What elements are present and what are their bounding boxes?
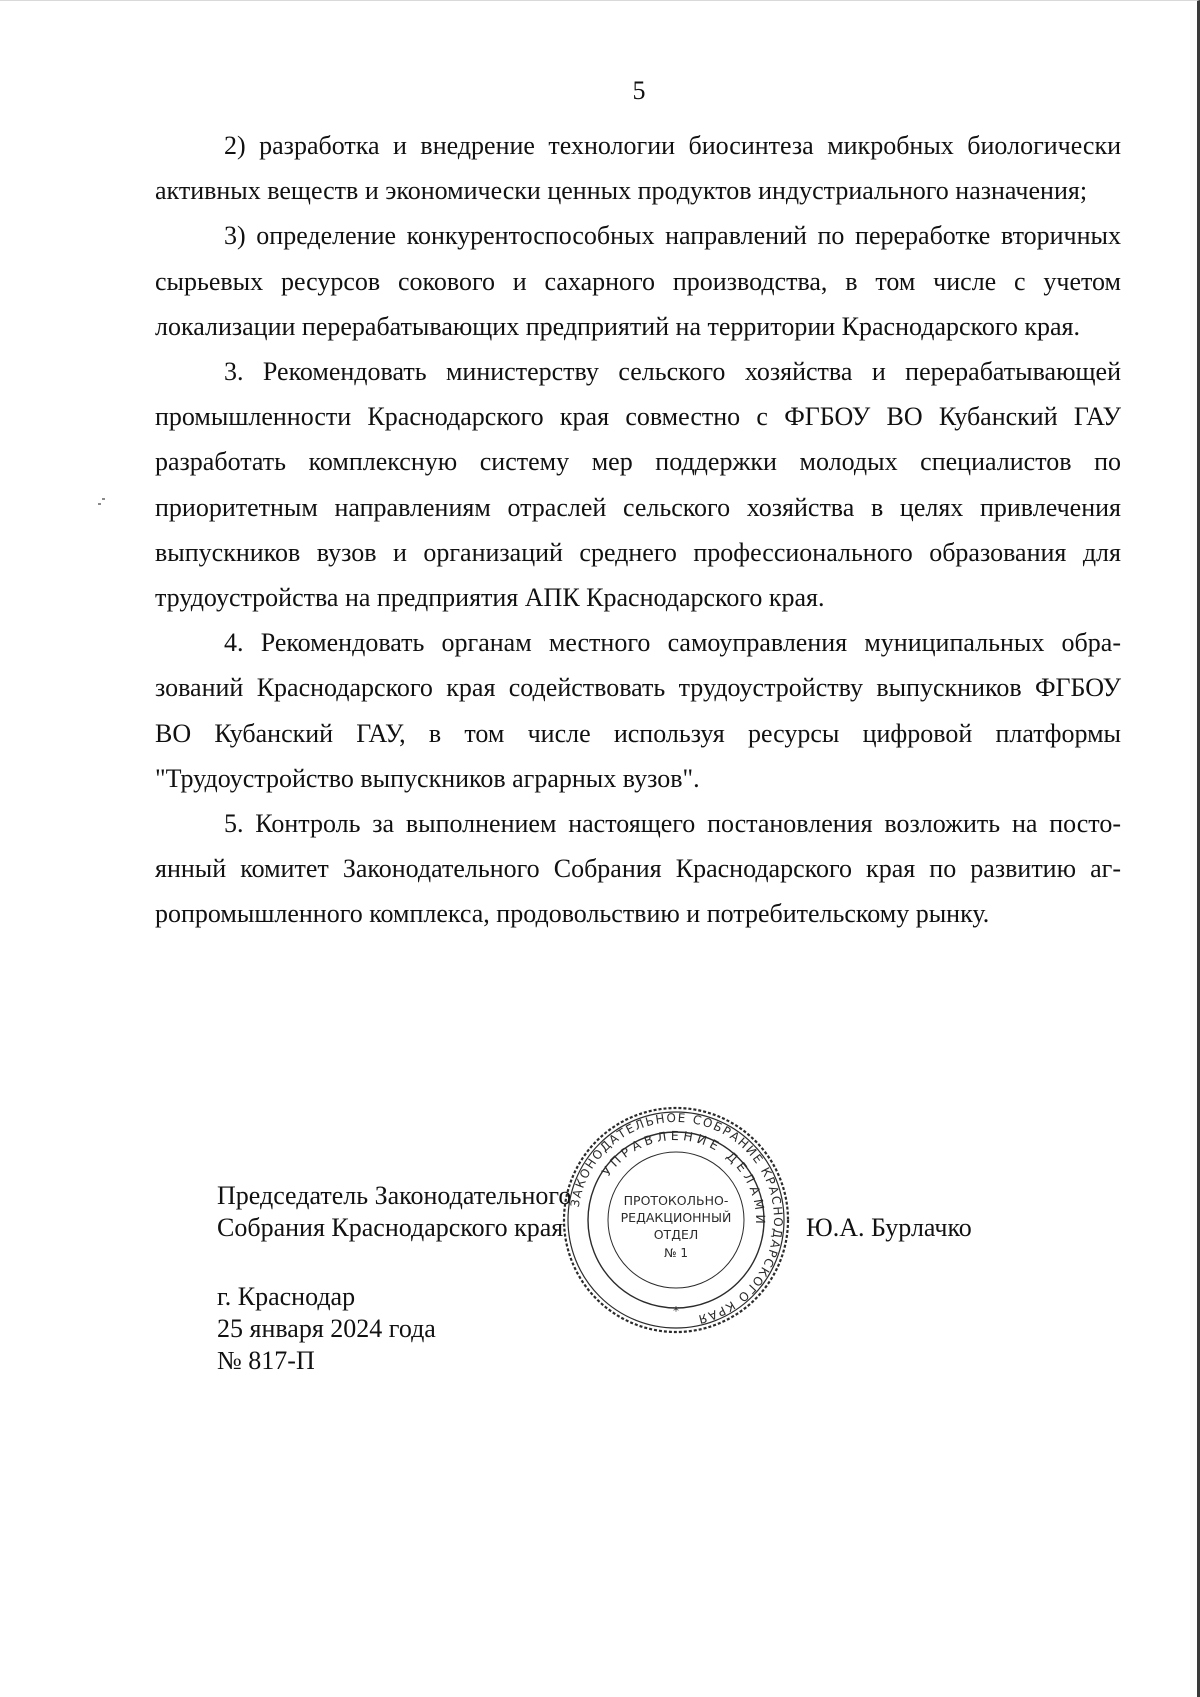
paragraph-section-4: 4. Рекомендовать органам местного самоуправления муниципальных образований Краснодарского края содействовать трудоустройству выпускников ФГБОУ ВО Кубанский ГАУ, в том числе используя ресурсы цифровой платформы "Трудоустройство выпускников аграрных вузов". bbox=[155, 628, 1121, 793]
official-seal-stamp bbox=[556, 1100, 796, 1340]
city: г. Краснодар bbox=[217, 1282, 356, 1311]
signature-title-line-1: Председатель Законодательного bbox=[217, 1181, 572, 1210]
paragraph-section-3: 3. Рекомендовать министерству сельского хозяйства и перерабатывающей промышленности Краснодарского края совместно с ФГБОУ ВО Кубанский ГАУ разработать комплексную систему мер поддержки молодых специалистов по приоритетным направлениям отраслей сельского хозяйства в целях привлечения выпускников вузов и организаций среднего профессионального образования для трудоустройства на предприятия АПК Краснодарского края. bbox=[155, 357, 1121, 613]
seal-center-line-2: РЕДАКЦИОННЫЙ bbox=[620, 1210, 732, 1225]
signature-title-line-2: Собрания Краснодарского края bbox=[217, 1213, 564, 1242]
seal-inner-ring-text: УПРАВЛЕНИЕ ДЕЛАМИ bbox=[598, 1127, 769, 1228]
seal-center-line-3: ОТДЕЛ bbox=[653, 1227, 699, 1242]
scan-speck bbox=[98, 503, 101, 505]
paragraph-section-5: 5. Контроль за выполнением настоящего постановления возложить на постоянный комитет Законодательного Собрания Краснодарского края по развитию агропромышленного комплекса, продовольствию и потребительскому рынку. bbox=[155, 809, 1121, 929]
seal-outer-ring-text: ЗАКОНОДАТЕЛЬНОЕ СОБРАНИЕ КРАСНОДАРСКОГО КРАЯ bbox=[567, 1110, 786, 1327]
signature-title bbox=[217, 1180, 571, 1244]
seal-star-glyph: * bbox=[673, 1304, 679, 1318]
seal-icon bbox=[556, 1100, 796, 1340]
document-date: 25 января 2024 года bbox=[217, 1314, 436, 1343]
scan-speck bbox=[102, 498, 105, 500]
place-date-number bbox=[217, 1281, 436, 1377]
seal-center-line-1: ПРОТОКОЛЬНО- bbox=[623, 1193, 729, 1208]
paragraph-item-2: 2) разработка и внедрение технологии биосинтеза микробных биологически активных веществ и экономически ценных продуктов индустриального назначения; bbox=[155, 131, 1121, 206]
document-body bbox=[155, 123, 1121, 937]
page-number: 5 bbox=[632, 76, 646, 105]
paragraph-item-3: 3) определение конкурентоспособных направлений по переработке вторичных сырьевых ресурсов сокового и сахарного производства, в том числе с учетом локализации перерабатывающих предприятий на территории Краснодарского края. bbox=[155, 221, 1121, 341]
signatory-name: Ю.А. Бурлачко bbox=[806, 1213, 972, 1242]
seal-center-line-4: № 1 bbox=[664, 1246, 688, 1260]
document-number: № 817-П bbox=[217, 1346, 315, 1375]
